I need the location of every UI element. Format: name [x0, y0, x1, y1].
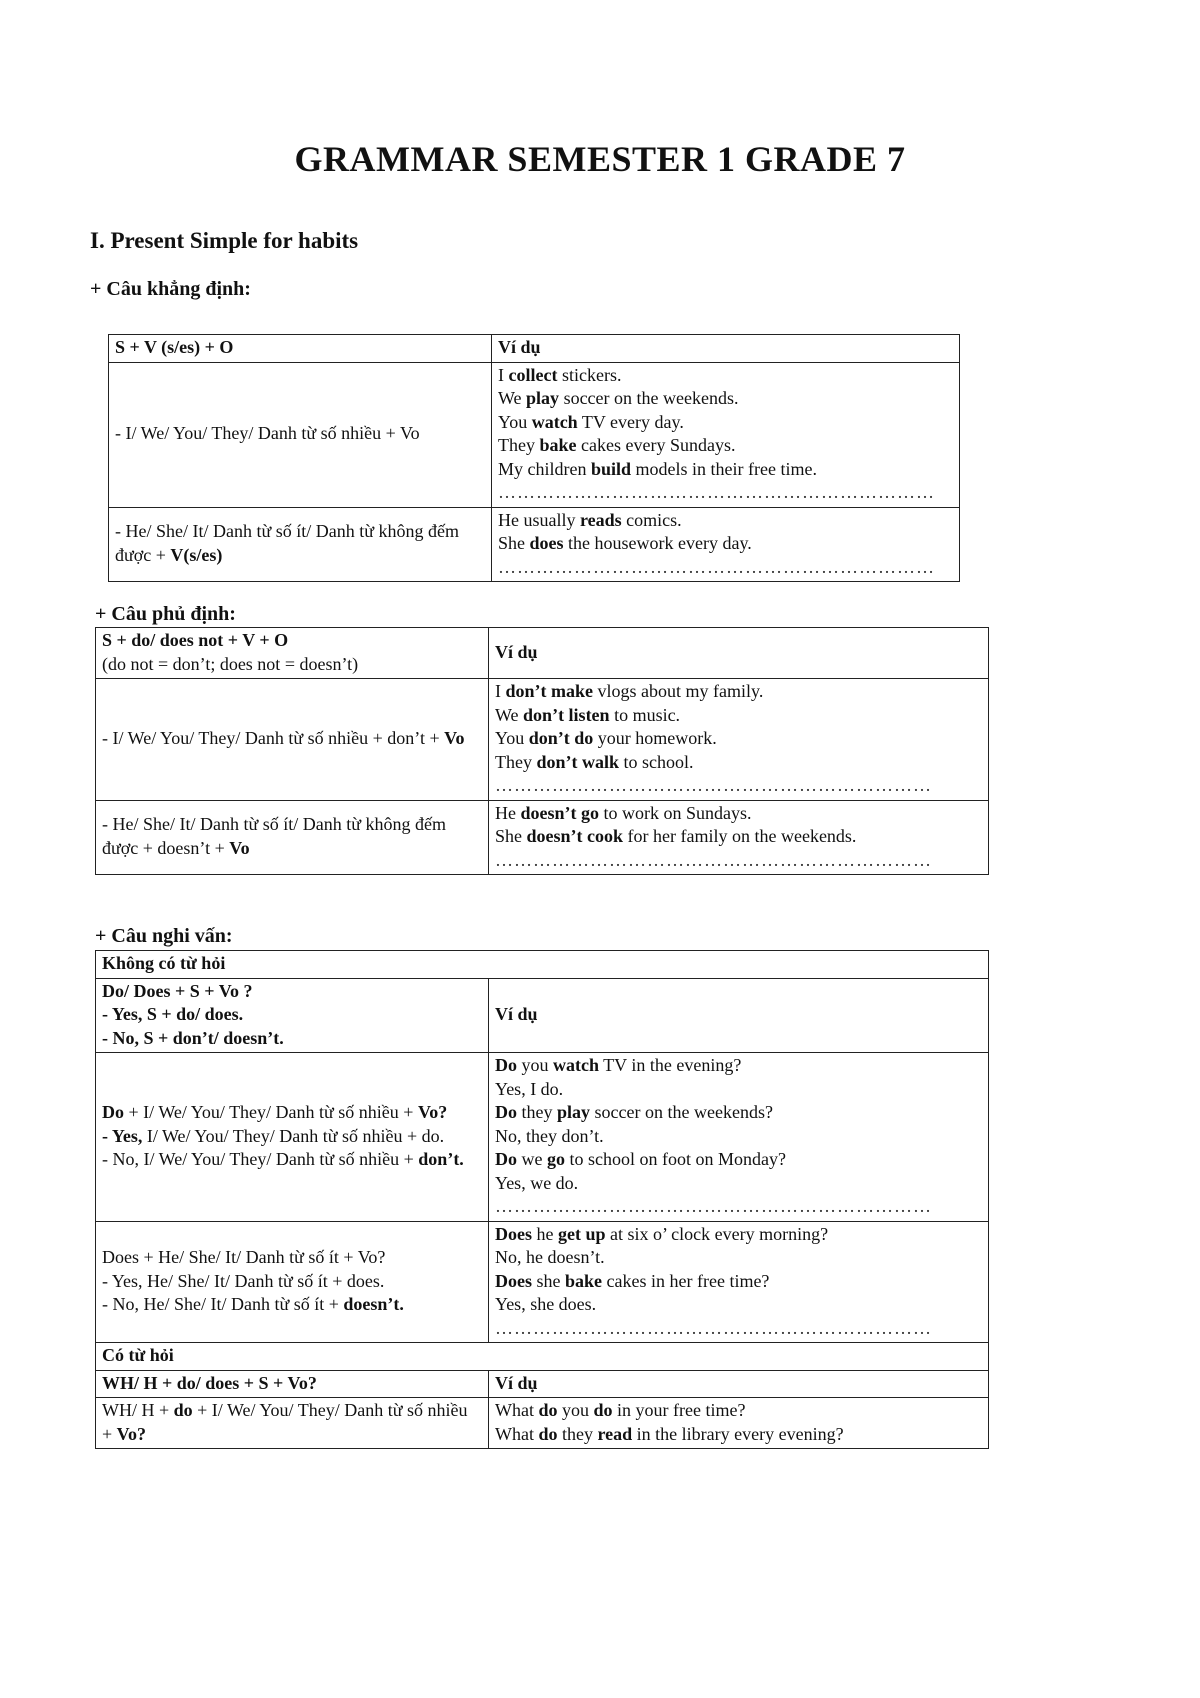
negative-table [95, 627, 989, 875]
example-line: Do they play soccer on the weekends? [495, 1102, 773, 1122]
example-cell [489, 1053, 989, 1222]
table-row [96, 951, 989, 979]
form-cell: - He/ She/ It/ Danh từ số ít/ Danh từ không đếm được + doesn’t + Vo [96, 800, 489, 875]
table-row [96, 1221, 989, 1343]
example-line: Yes, I do. [495, 1078, 564, 1099]
table-header: Ví dụ [489, 628, 989, 679]
example-line: They don’t walk to school. [495, 751, 694, 772]
table-row [109, 335, 960, 363]
example-cell [492, 507, 960, 582]
blank-line: …………………………………………………………… [498, 482, 935, 502]
example-line: Yes, we do. [495, 1172, 579, 1193]
blank-line: …………………………………………………………… [495, 775, 932, 795]
example-line: What do they read in the library every evening? [495, 1423, 844, 1444]
example-line: No, they don’t. [495, 1125, 604, 1146]
table-row [109, 362, 960, 507]
example-line: Does he get up at six o’ clock every morning? [495, 1223, 829, 1244]
table-row [96, 800, 989, 875]
blank-line: …………………………………………………………… [498, 556, 935, 577]
table-row [96, 1398, 989, 1449]
example-cell [489, 800, 989, 875]
section-heading: I. Present Simple for habits [90, 228, 359, 253]
table-header: Có từ hỏi [96, 1343, 989, 1371]
example-line: I don’t make vlogs about my family. [495, 681, 764, 701]
example-cell [489, 1221, 989, 1343]
example-cell [489, 1398, 989, 1449]
table-row [96, 1370, 989, 1398]
example-line: My children build models in their free time. [498, 458, 817, 479]
blank-line: …………………………………………………………… [495, 1317, 932, 1338]
table-row [96, 628, 989, 679]
example-line: No, he doesn’t. [495, 1247, 605, 1267]
table-header: S + do/ does not + V + O (do not = don’t; does not = doesn’t) [96, 628, 489, 679]
example-line: She does the housework every day. [498, 533, 752, 553]
example-line: Does she bake cakes in her free time? [495, 1270, 770, 1291]
example-line: He doesn’t go to work on Sundays. [495, 802, 752, 823]
table-row [96, 978, 989, 1053]
example-line: They bake cakes every Sundays. [498, 435, 736, 455]
example-cell [489, 679, 989, 801]
affirmative-table [108, 334, 960, 582]
question-heading: + Câu nghi vấn: [95, 925, 233, 947]
form-cell: - I/ We/ You/ They/ Danh từ số nhiều + don’t + Vo [96, 679, 489, 801]
table-row [96, 1053, 989, 1222]
table-header: WH/ H + do/ does + S + Vo? [96, 1370, 489, 1398]
example-line: She doesn’t cook for her family on the weekends. [495, 826, 857, 846]
example-line: Do we go to school on foot on Monday? [495, 1149, 786, 1169]
form-cell: WH/ H + do + I/ We/ You/ They/ Danh từ số nhiều + Vo? [96, 1398, 489, 1449]
form-cell: - I/ We/ You/ They/ Danh từ số nhiều + Vo [109, 362, 492, 507]
blank-line: …………………………………………………………… [495, 1196, 932, 1216]
table-row [109, 507, 960, 582]
question-table [95, 950, 989, 1449]
table-header: S + V (s/es) + O [109, 335, 492, 363]
table-row [96, 1343, 989, 1371]
example-line: What do you do in your free time? [495, 1400, 746, 1420]
example-line: Yes, she does. [495, 1294, 597, 1314]
blank-line: …………………………………………………………… [495, 849, 932, 870]
negative-heading: + Câu phủ định: [95, 603, 236, 625]
table-header: Ví dụ [492, 335, 960, 363]
table-header: Ví dụ [489, 978, 989, 1053]
form-cell: Does + He/ She/ It/ Danh từ số ít + Vo? - Yes, He/ She/ It/ Danh từ số ít + does. - No, He/ She/ It/ Danh từ số ít + doesn’t. [96, 1221, 489, 1343]
form-cell: Do + I/ We/ You/ They/ Danh từ số nhiều + Vo? - Yes, I/ We/ You/ They/ Danh từ số nhiều + do. - No, I/ We/ You/ They/ Danh từ số nhiều + don’t. [96, 1053, 489, 1222]
table-row [96, 679, 989, 801]
example-line: He usually reads comics. [498, 509, 682, 530]
example-line: Do you watch TV in the evening? [495, 1055, 742, 1075]
example-cell [492, 362, 960, 507]
form-cell: Do/ Does + S + Vo ? - Yes, S + do/ does. - No, S + don’t/ doesn’t. [96, 978, 489, 1053]
page-title: GRAMMAR SEMESTER 1 GRADE 7 [294, 139, 906, 179]
example-line: You watch TV every day. [498, 411, 684, 432]
example-line: We play soccer on the weekends. [498, 388, 739, 408]
example-line: I collect stickers. [498, 364, 622, 385]
example-line: You don’t do your homework. [495, 728, 717, 748]
affirmative-heading: + Câu khẳng định: [90, 278, 251, 300]
example-line: We don’t listen to music. [495, 704, 681, 725]
form-cell: - He/ She/ It/ Danh từ số ít/ Danh từ không đếm được + V(s/es) [109, 507, 492, 582]
table-header: Ví dụ [489, 1370, 989, 1398]
table-header: Không có từ hỏi [96, 951, 989, 979]
